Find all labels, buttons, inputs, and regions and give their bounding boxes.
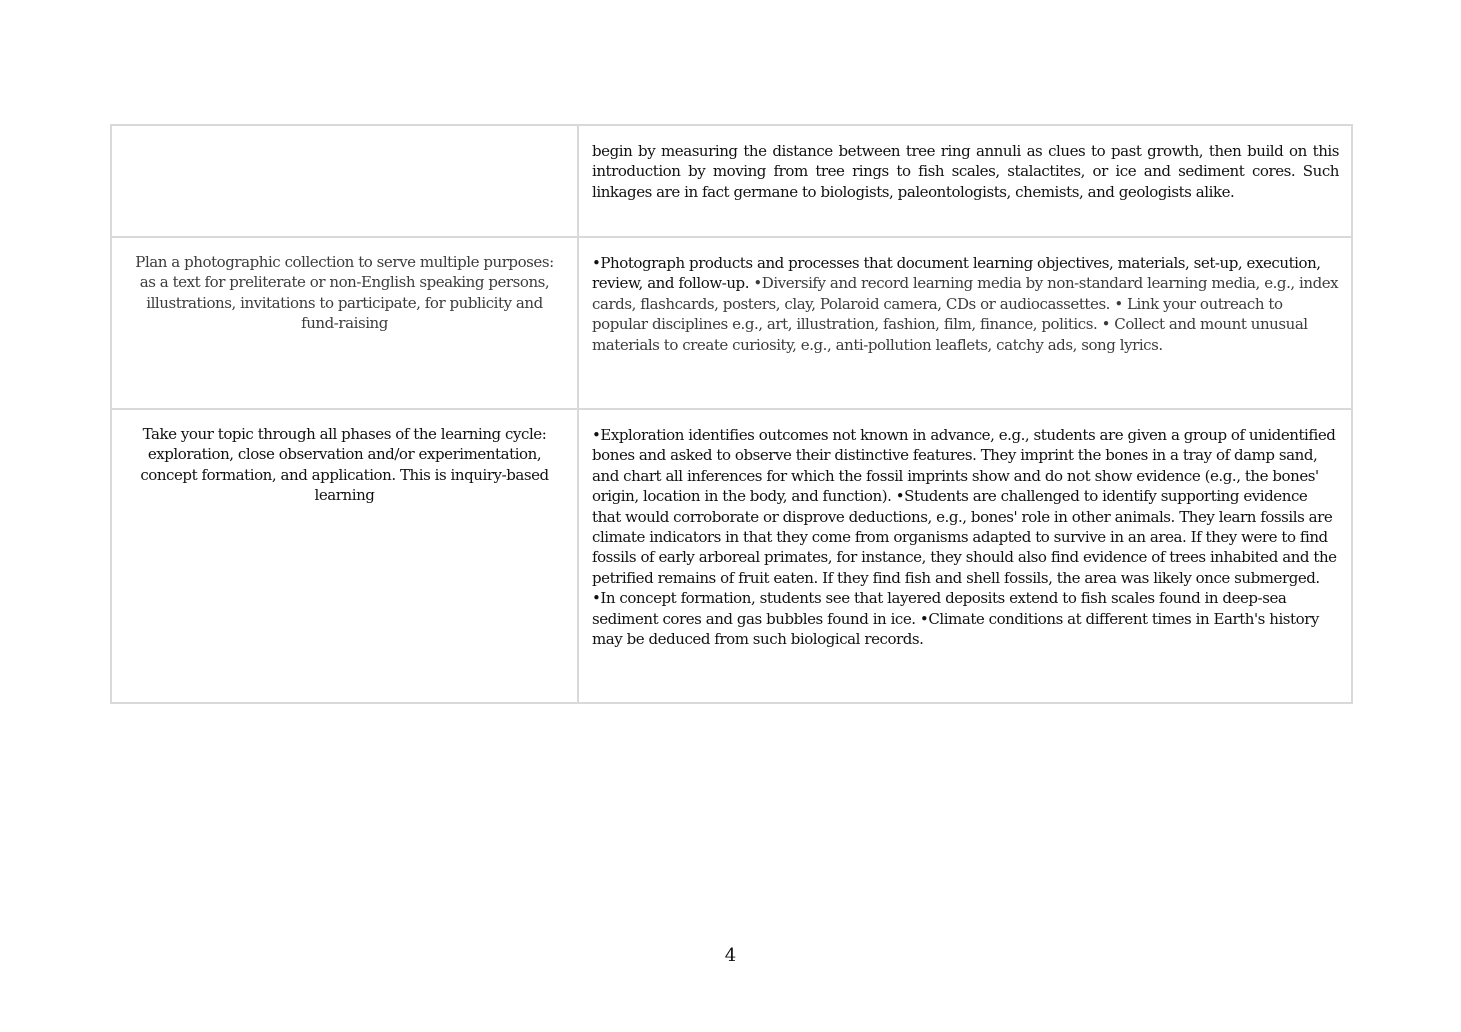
table-cell-left (111, 409, 578, 703)
table-row (111, 125, 1352, 237)
table-cell-right (578, 237, 1352, 409)
cell-text: Take your topic through all phases of the learning cycle: exploration, close observation and/or experimentation, concept formation, and application. This is inquiry-based learning (140, 425, 549, 505)
table-cell-left (111, 237, 578, 409)
table-cell-right (578, 409, 1352, 703)
table-cell-right (578, 125, 1352, 237)
table-cell-left (111, 125, 578, 237)
cell-text-part: •Photograph products and processes that document learning objectives, materials, set-up, execution, review, and follow-up. (592, 254, 1321, 293)
cell-text-wrapper (579, 238, 1351, 355)
content-table (110, 124, 1353, 704)
cell-text-part: •Diversify and record learning media by non-standard learning media, e.g., index cards, flashcards, posters, clay, Polaroid camera, CDs or audiocassettes. • Link your outreach to popular disciplines e.g., art, illustration, fashion, film, finance, politics. • Collect and mount unusual materials to create curiosity, e.g., anti-pollution leaflets, catchy ads, song lyrics. (592, 274, 1339, 354)
cell-text: •Exploration identifies outcomes not known in advance, e.g., students are given a group of unidentified bones and asked to observe their distinctive features. They imprint the bones in a tray of damp sand, and chart all inferences for which the fossil imprints show and do not show evidence (e.g., the bones' origin, location in the body, and function). •Students are challenged to identify supporting evidence that would corroborate or disprove deductions, e.g., bones' role in other animals. They learn fossils are climate indicators in that they come from organisms adapted to survive in an area. If they were to find fossils of early arboreal primates, for instance, they should also find evidence of trees inhabited and the petrified remains of fruit eaten. If they find fish and shell fossils, the area was likely once submerged. •In concept formation, students see that layered deposits extend to fish scales found in deep-sea sediment cores and gas bubbles found in ice. •Climate conditions at different times in Earth's history may be deduced from such biological records. (592, 426, 1337, 649)
page-number: 4 (724, 945, 737, 966)
table-row (111, 237, 1352, 409)
cell-text: Plan a photographic collection to serve multiple purposes: as a text for preliterate or non-English speaking persons, illustrations, invitations to participate, for publicity and fund-raising (135, 253, 554, 333)
table-row (111, 409, 1352, 703)
cell-text (112, 126, 577, 140)
cell-text: begin by measuring the distance between tree ring annuli as clues to past growth, then build on this introduction by moving from tree rings to fish scales, stalactites, or ice and sediment cores. Such linkages are in fact germane to biologists, paleontologists, chemists, and geologists alike. (592, 142, 1339, 201)
